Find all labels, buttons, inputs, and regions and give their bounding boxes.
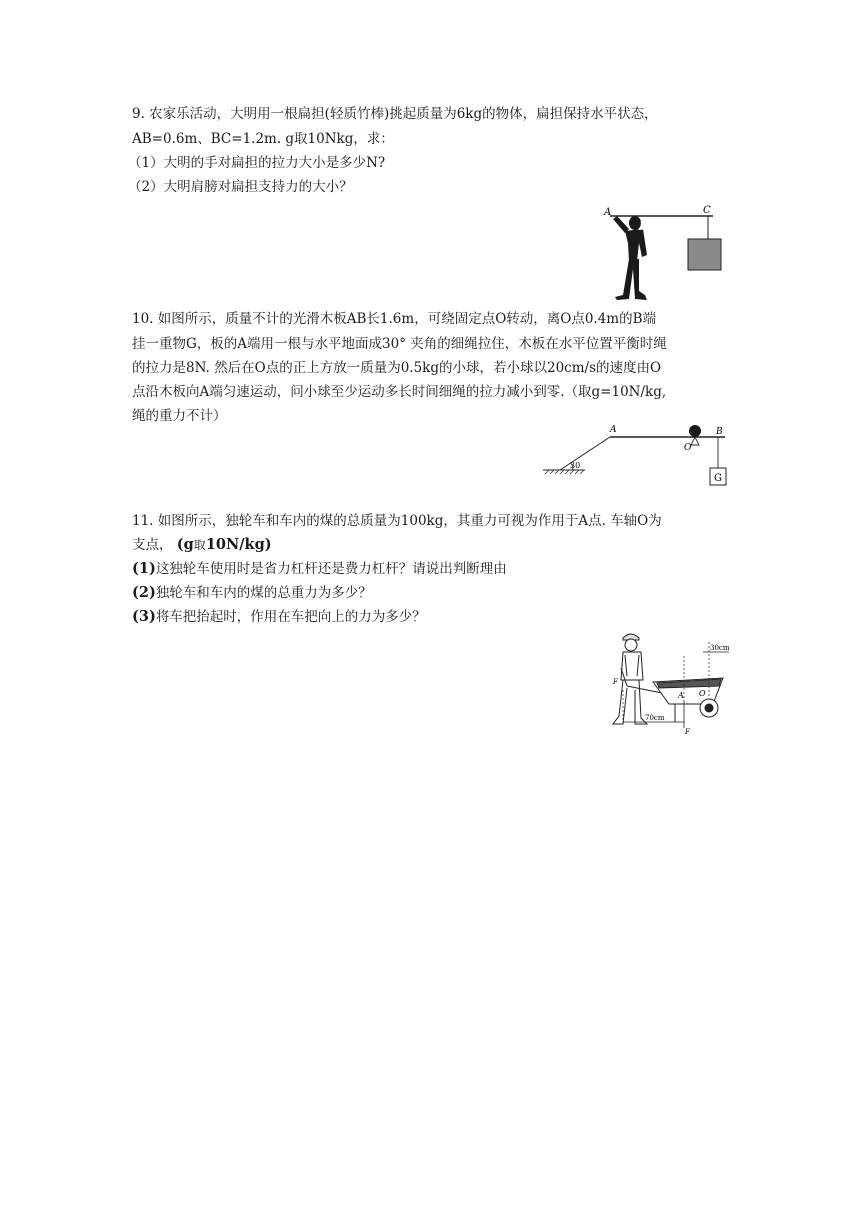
- q11-sub3-text: 将车把抬起时，作用在车把向上的力为多少？: [155, 609, 426, 625]
- q9-label-a: A: [604, 207, 612, 218]
- worker-figure: [613, 634, 647, 724]
- q9-label-b: B: [639, 222, 647, 233]
- q10-label-o: O: [684, 443, 692, 453]
- q9-subquestion-2: （2）大明肩膀对扁担支持力的大小？: [128, 179, 353, 195]
- q11-sub3-number: (3): [132, 608, 156, 625]
- q11-sub1-text: 这独轮车使用时是省力杠杆还是费力杠杆？请说出判断理由: [155, 561, 507, 577]
- q10-line-4: 点沿木板向A端匀速运动，问小球至少运动多长时间细绳的拉力减小到零.（取g=10N/kg,: [132, 384, 667, 400]
- q11-given-g: (g: [176, 536, 194, 553]
- q11-subquestion-1: [132, 560, 507, 578]
- q10-line-1: 10. 如图所示，质量不计的光滑木板AB长1.6m，可绕固定点O转动，离O点0.4m的B端: [132, 311, 657, 327]
- q11-line-2-prefix: 支点，: [132, 537, 173, 553]
- q10-label-b: B: [716, 427, 723, 437]
- q10-line-5: 绳的重力不计）: [132, 408, 227, 424]
- q11-sub1-number: (1): [132, 560, 156, 577]
- q11-label-a: A: [678, 691, 684, 700]
- q9-subquestion-1: （1）大明的手对扁担的拉力大小是多少N?: [128, 155, 386, 171]
- q11-figure-wheelbarrow: [605, 628, 735, 738]
- q10-line-3: 的拉力是8N. 然后在O点的正上方放一质量为0.5kg的小球，若小球以20cm/s的速度由O: [132, 360, 662, 376]
- q9-line-1: 9. 农家乐活动，大明用一根扁担(轻质竹棒)挑起质量为6kg的物体，扁担保持水平状态，: [132, 106, 658, 122]
- q11-label-f1: F: [613, 678, 618, 686]
- q11-given-qu: 取: [193, 538, 206, 552]
- q9-figure-carrying-pole: [595, 203, 725, 303]
- q11-sub2-number: (2): [132, 584, 156, 601]
- ground-hatch: [545, 470, 584, 474]
- q10-label-g: G: [714, 473, 722, 484]
- q11-label-f2: F: [685, 728, 690, 736]
- q10-label-a: A: [610, 425, 617, 435]
- q10-line-2: 挂一重物G，板的A端用一根与水平地面成30° 夹角的细绳拉住，木板在水平位置平衡时绳: [132, 336, 667, 352]
- q11-line-1: 11. 如图所示，独轮车和车内的煤的总质量为100kg，其重力可视为作用于A点. 车轴O为: [132, 513, 662, 529]
- q11-label-o: O: [699, 689, 706, 698]
- hanging-box: [688, 239, 721, 270]
- q11-line-2: [132, 536, 272, 554]
- rope-line: [560, 437, 610, 470]
- q11-subquestion-2: [132, 584, 372, 602]
- q11-label-70cm: 70cm: [645, 714, 665, 722]
- q11-given-value: 10N/kg): [205, 536, 272, 553]
- q11-sub2-text: 独轮车和车内的煤的总重力为多少？: [155, 585, 372, 601]
- q9-line-2: AB=0.6m、BC=1.2m. g取10Nkg，求：: [132, 131, 394, 147]
- ball: [689, 425, 701, 437]
- q9-label-c: C: [703, 205, 711, 216]
- pivot-triangle: [691, 437, 699, 445]
- barrow-body: [627, 678, 723, 722]
- q11-label-30cm: 30cm: [710, 644, 730, 652]
- q10-figure-lever-board: [540, 418, 735, 493]
- q10-angle-label: 30: [570, 461, 581, 470]
- q11-subquestion-3: [132, 608, 426, 626]
